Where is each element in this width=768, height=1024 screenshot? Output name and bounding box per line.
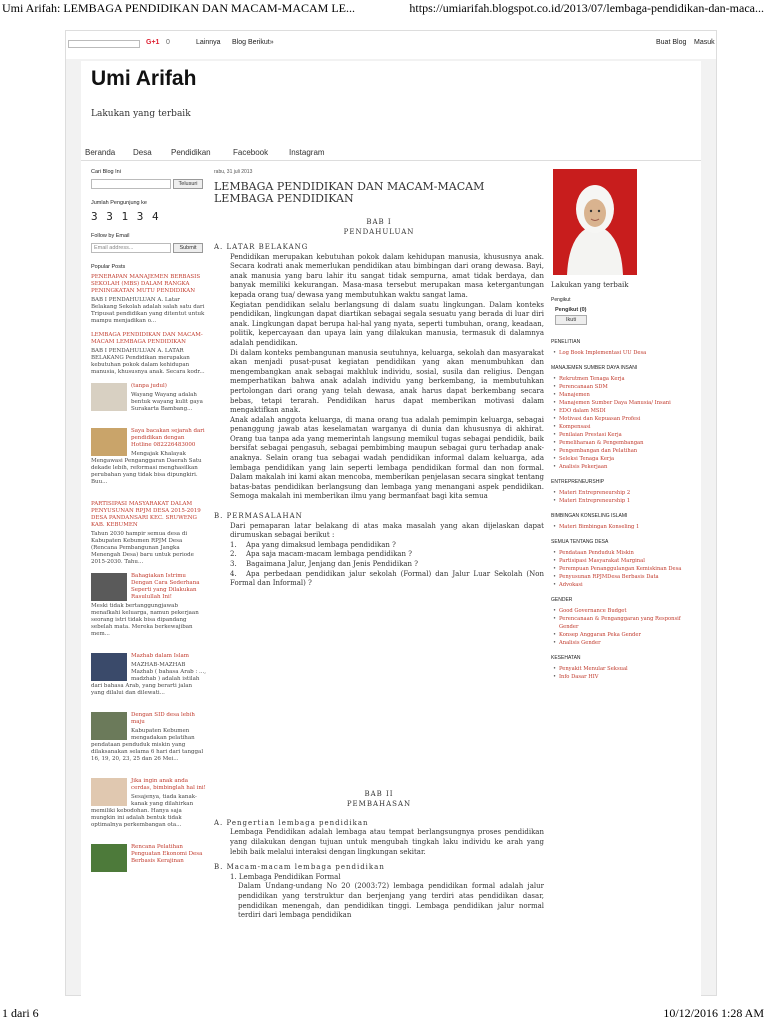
label-link[interactable]: • Pengembangan dan Pelatihan [551, 447, 691, 455]
popular-post-snippet: Meski tidak bertanggungjawab menafkahi keluarga, namun pekerjaan seorang istri tidak bisa dipandang sebelah mata. Mereka berkewajiban mem... [91, 603, 199, 637]
label-link[interactable]: • Perencanaan SDM [551, 383, 691, 391]
profile-photo-image [553, 169, 637, 275]
popular-post-item [91, 653, 206, 704]
email-field[interactable]: Email address... [91, 243, 171, 253]
tab-pendidikan[interactable]: Pendidikan [171, 148, 211, 157]
visitors-title: Jumlah Pengunjung ke [91, 200, 147, 206]
chapter-heading: BAB I [366, 218, 392, 226]
popular-post-title[interactable]: (tanpa judul) [131, 383, 167, 389]
paragraph: Anak adalah anggota keluarga, di mana orang tua adalah pemimpin keluarga, sebagai penanggung jawab atas keselamatan warganya di dunia dan khususnya di akhirat. Orang tua tanpa ada yang memerintah langsung memikul tugas sebagai pendidik, baik bersifat sebagai pengasuh, sebagai pembimbing maupun sebagai guru terhadap anak-anaknya. Selain orang tua sebagai wadah pendidikan informal dalam keluarga, ada lembaga pendidikan yang lain seperti lembaga pendidikan formal dan non formal. Dalam makalah ini kami akan mencoba, memberikan penjelasan secara singkat tentang batas-batas pendidikan berlangsung dan lembaga yang menangani aspek pendidikan. Semoga makalah ini memberikan ilmu yang bermanfaat bagi kita semua [230, 415, 544, 501]
popular-post-snippet: Mengajak Khalayak Mengawasi Penganggaran Daerah Satu dekade lebih, reformasi menghasilkan perubahan yang tidak bisa dipungkiri. Buu... [91, 451, 202, 485]
label-link[interactable]: • Materi Entrepreneurship 2 [551, 489, 691, 497]
label-link[interactable]: • Manajemen Sumber Daya Manusia/ Insani [551, 399, 691, 407]
popular-post-snippet: Kabupaten Kebumen mengadakan pelatihan pendataan penduduk miskin yang dilaksanakan selama 6 hari dari tanggal 16, 19, 20, 23, 25 dan 26 Mei... [91, 728, 204, 762]
follow-button[interactable]: Ikuti [555, 315, 587, 325]
left-sidebar [91, 169, 206, 991]
popular-post-item [91, 428, 206, 493]
label-link[interactable]: • Perencanaan & Penganggaran yang Responsif Gender [551, 615, 691, 631]
paragraph: Lembaga Pendidikan adalah lembaga atau tempat berlangsungnya proses pendidikan yang dilakukan dengan tujuan untuk mengubah tingkah laku individu ke arah yang lebih baik melalui interaksi dengan lingkungan sekitar. [230, 828, 544, 856]
print-header [0, 0, 768, 18]
question-list [214, 541, 544, 589]
label-link[interactable]: • Motivasi dan Kepuasan Profesi [551, 415, 691, 423]
navbar-search-input[interactable] [68, 40, 140, 48]
label-link[interactable]: • Info Dasar HIV [551, 673, 691, 681]
popular-post-snippet: MAZHAB-MAZHAB Mazhab ( bahasa Arab : ..., madzhab ) adalah istilah dari bahasa Arab, yang berarti jalan yang dilalui dan dilewati... [91, 662, 206, 696]
print-title: Umi Arifah: LEMBAGA PENDIDIKAN DAN MACAM-MACAM LE... [2, 1, 355, 15]
label-link[interactable]: • Penyakit Menular Seksual [551, 665, 691, 673]
gplus-count: 0 [166, 39, 170, 46]
label-section-title: MANAJEMEN SUMBER DAYA INSANI [551, 365, 638, 371]
label-link[interactable]: • Materi Entrepreneurship 1 [551, 497, 691, 505]
label-link[interactable]: • Rekrutmen Tenaga Kerja [551, 375, 691, 383]
post-thumbnail[interactable] [91, 712, 127, 740]
label-link[interactable]: • Pendataan Penduduk Miskin [551, 549, 691, 557]
popular-post-title[interactable]: PENERAPAN MANAJEMEN BERBASIS SEKOLAH (MBS) DALAM RANGKA PENINGKATAN MUTU PENDIDIKAN [91, 274, 201, 294]
sign-in-link[interactable]: Masuk [694, 39, 715, 46]
list-item: 1. Apa yang dimaksud lembaga pendidikan ? [230, 540, 396, 549]
label-link[interactable]: • Kompensasi [551, 423, 691, 431]
label-link[interactable]: • Good Governance Budget [551, 607, 691, 615]
paragraph: Dari pemaparan latar belakang di atas maka masalah yang akan dijelaskan dapat dirumuskan sebagai berikut : [230, 521, 544, 540]
popular-post-title[interactable]: Saya bacakan sejarah dari pendidikan dengan Hotline 082226483000 [131, 428, 205, 448]
page-frame [65, 30, 717, 996]
paragraph: Kegiatan pendidikan selalu berlangsung di dalam suatu lingkungan. Dalam konteks pendidikan, lingkungan dapat diartikan sebagai segala sesuatu yang berada di luar diri anak. Lingkungan dapat berupa hal-hal yang nyata, seperti tumbuhan, orang, keadaan, politik, kepercayaan dan upaya lain yang dilakukan manusia, termasuk di dalamnya adalah pendidikan. [230, 300, 544, 347]
gplus-button[interactable]: G+1 [146, 39, 160, 46]
post-thumbnail[interactable] [91, 844, 127, 872]
popular-post-item [91, 573, 206, 645]
label-link[interactable]: • Manajemen [551, 391, 691, 399]
post-title[interactable]: LEMBAGA PENDIDIKAN DAN MACAM-MACAM LEMBAGA PENDIDIKAN [214, 180, 485, 205]
blog-container [81, 61, 701, 997]
submit-button[interactable]: Submit [173, 243, 203, 253]
tab-instagram[interactable]: Instagram [289, 148, 325, 157]
blog-title[interactable]: Umi Arifah [91, 67, 197, 90]
label-section-title: SEMUA TENTANG DESA [551, 539, 609, 545]
popular-post-snippet: Sesajenya, tiada kanak-kanak yang dilahirkan memiliki kebodohan. Hanya saja mungkin ini adalah bentuk tidak optimalnya perkembangan ota... [91, 794, 197, 828]
paragraph: Pendidikan merupakan kebutuhan pokok dalam kehidupan manusia, khususnya anak. Secara kodrati anak memerlukan pendidikan atau bimbingan dari orang dewasa. Bayi, anak manusia yang baru lahir itu sangat tidak sempurna, amat tidak berdaya, dan banyak memiliki kekurangan. Masa-masa tersebut merupakan masa ketergantungan kepada orang tua/ dewasa yang membutuhkan waktu sangat lama. [230, 252, 544, 299]
label-section-title: ENTREPRENEURSHIP [551, 479, 605, 485]
blogger-navbar [66, 31, 716, 59]
followers-title: Pengikut [551, 297, 571, 303]
label-link[interactable]: • Seleksi Tenaga Kerja [551, 455, 691, 463]
next-blog-link[interactable]: Blog Berikut» [232, 39, 274, 46]
post-date: rabu, 31 juli 2013 [214, 169, 253, 175]
blog-tagline: Lakukan yang terbaik [91, 109, 191, 119]
popular-post-item [91, 778, 206, 836]
more-link[interactable]: Lainnya [196, 39, 221, 46]
subsection-heading: 1. Lembaga Pendidikan Formal [230, 872, 341, 881]
paragraph: Dalam Undang-undang No 20 (2003:72) lembaga pendidikan formal adalah jalur pendidikan yang terstruktur dan berjenjang yang terdiri atas pendidikan dasar, pendidikan menengah, dan pendidikan tinggi. Lembaga pendidikan jalur normal terdiri dari lembaga pendidikan [238, 882, 544, 920]
chapter-heading: BAB II [364, 789, 394, 798]
print-footer [0, 1006, 768, 1024]
section-heading: A. LATAR BELAKANG [214, 243, 309, 251]
label-link[interactable]: • Partisipasi Masyarakat Marginal [551, 557, 691, 565]
chapter-subheading: PEMBAHASAN [346, 799, 412, 808]
profile-caption: Lakukan yang terbaik [551, 281, 629, 289]
popular-post-title[interactable]: Bahagiakan Istrimu Dengan Cara Sederhana Seperti yang Dilakukan Rasulullah Ini! [131, 573, 200, 600]
chapter-subheading: PENDAHULUAN [343, 228, 415, 236]
label-section-title: KESEHATAN [551, 655, 581, 661]
label-section-title: PENELITIAN [551, 339, 581, 345]
label-link[interactable]: • Log Book Implementasi UU Desa [551, 349, 691, 357]
print-url: https://umiarifah.blogspot.co.id/2013/07/lembaga-pendidikan-dan-maca... [409, 1, 764, 15]
popular-post-title[interactable]: Mazhab dalam Islam [131, 653, 189, 659]
popular-post-item [91, 844, 206, 872]
create-blog-link[interactable]: Buat Blog [656, 39, 687, 46]
blog-search-input[interactable] [91, 179, 171, 189]
popular-post-title[interactable]: Rencana Pelatihan Penguatan Ekonomi Desa Berbasis Kerajinan [131, 844, 203, 864]
list-item: 3. Bagaimana Jalur, Jenjang dan Jenis Pendidikan ? [230, 560, 418, 568]
post-thumbnail[interactable] [91, 573, 127, 601]
label-link[interactable]: • EDO dalam MSDI [551, 407, 691, 415]
popular-post-title[interactable]: Jika ingin anak anda cerdas, bimbinglah hal ini! [131, 778, 206, 791]
popular-post-item [91, 712, 206, 770]
popular-post-snippet: BAB I PENDAHULUAN A. LATAR BELAKANG Pendidikan merupakan kebutuhan pokok dalam kehidupan manusia, khususnya anak. Secara kodr... [91, 348, 205, 375]
follow-email-title: Follow by Email [91, 233, 130, 239]
followers-count: Pengikut (0) [555, 307, 587, 313]
popular-posts-title: Popular Posts [91, 264, 126, 270]
visitor-counter: 3 3 1 3 4 [91, 210, 160, 223]
post-thumbnail[interactable] [91, 653, 127, 681]
popular-post-title[interactable]: PARTISIPASI MASYARAKAT DALAM PENYUSUNAN RPJM DESA 2015-2019 DESA PANDANSARI KEC. SRUWENG KAB. KEBUMEN [91, 501, 201, 528]
list-item: 4. Apa perbedaan pendidikan jalur sekolah (Formal) dan Jalur Luar Sekolah (Non Formal dan Informal) ? [230, 569, 544, 588]
popular-post-snippet: Wayang Wayang adalah bentuk wayang kulit gaya Surakarta Bambang... [131, 392, 203, 412]
post-column [214, 169, 544, 991]
popular-post-snippet: BAB I PENDAHULUAN A. Latar Belakang Sekolah adalah salah satu dari Tripusat pendidikan yang ditentut untuk mampu menjadikan o... [91, 297, 205, 324]
tab-desa[interactable]: Desa [133, 148, 152, 157]
post-thumbnail[interactable] [91, 428, 127, 456]
popular-post-item [91, 383, 206, 420]
label-link[interactable]: • Perempuan Penanggulangan Kemiskinan Desa [551, 565, 691, 573]
print-datetime: 10/12/2016 1:28 AM [663, 1006, 764, 1020]
tab-facebook[interactable]: Facebook [233, 148, 269, 157]
section-heading: B. Macam-macam lembaga pendidikan [214, 863, 385, 872]
paragraph: Di dalam konteks pembangunan manusia seutuhnya, keluarga, sekolah dan masyarakat akan menjadi pusat-pusat kegiatan pendidikan yang akan menumbuhkan dan mengembangkan anak sebagai makhluk individu, sosial, susila dan religius. Dengan memperhatikan bahwa anak adalah individu yang berkembang, ia membutuhkan pertolongan dari orang yang telah dewasa, anak harus dapat berkembang secara bebas, tetapi terarah. Pendidikan harus dapat memberikan motivasi dalam mengaktifkan anak. [230, 348, 544, 415]
post-thumbnail[interactable] [91, 383, 127, 411]
label-link[interactable]: • Analisis Pekerjaan [551, 463, 691, 471]
list-item: 2. Apa saja macam-macam lembaga pendidikan ? [230, 550, 412, 559]
section-heading: A. Pengertian lembaga pendidikan [214, 818, 369, 827]
post-thumbnail[interactable] [91, 778, 127, 806]
page-number: 1 dari 6 [2, 1006, 39, 1020]
popular-post-snippet: Tahun 2030 hampir semua desa di Kabupaten Kebumen RPJM Desa (Rencana Pembangunan Jangka Menengah Desa) baru untuk periode 2015-2030. Tahu... [91, 531, 194, 565]
label-section-title: BIMBINGAN KONSELING ISLAMI [551, 513, 628, 519]
label-link[interactable]: • Penyusunan RPJMDesa Berbasis Data [551, 573, 691, 581]
page-tabs [81, 147, 701, 161]
label-section-title: GENDER [551, 597, 573, 603]
right-sidebar [551, 169, 691, 991]
section-heading: B. PERMASALAHAN [214, 512, 303, 521]
label-link[interactable]: • Analisis Gender [551, 639, 691, 647]
search-button[interactable]: Telusuri [173, 179, 203, 189]
popular-post-title[interactable]: LEMBAGA PENDIDIKAN DAN MACAM-MACAM LEMBAGA PENDIDIKAN [91, 332, 203, 345]
search-widget-title: Cari Blog Ini [91, 169, 121, 175]
popular-post-title[interactable]: Dengan SID desa lebih maju [131, 712, 195, 725]
profile-photo[interactable] [553, 169, 637, 275]
label-link[interactable]: • Advokasi [551, 581, 691, 589]
label-link[interactable]: • Konsep Anggaran Peka Gender [551, 631, 691, 639]
label-link[interactable]: • Pemeliharaan & Pengembangan [551, 439, 691, 447]
label-link[interactable]: • Materi Bimbingan Konseling 1 [551, 523, 691, 531]
tab-beranda[interactable]: Beranda [85, 148, 116, 157]
label-link[interactable]: • Penilaian Prestasi Kerja [551, 431, 691, 439]
